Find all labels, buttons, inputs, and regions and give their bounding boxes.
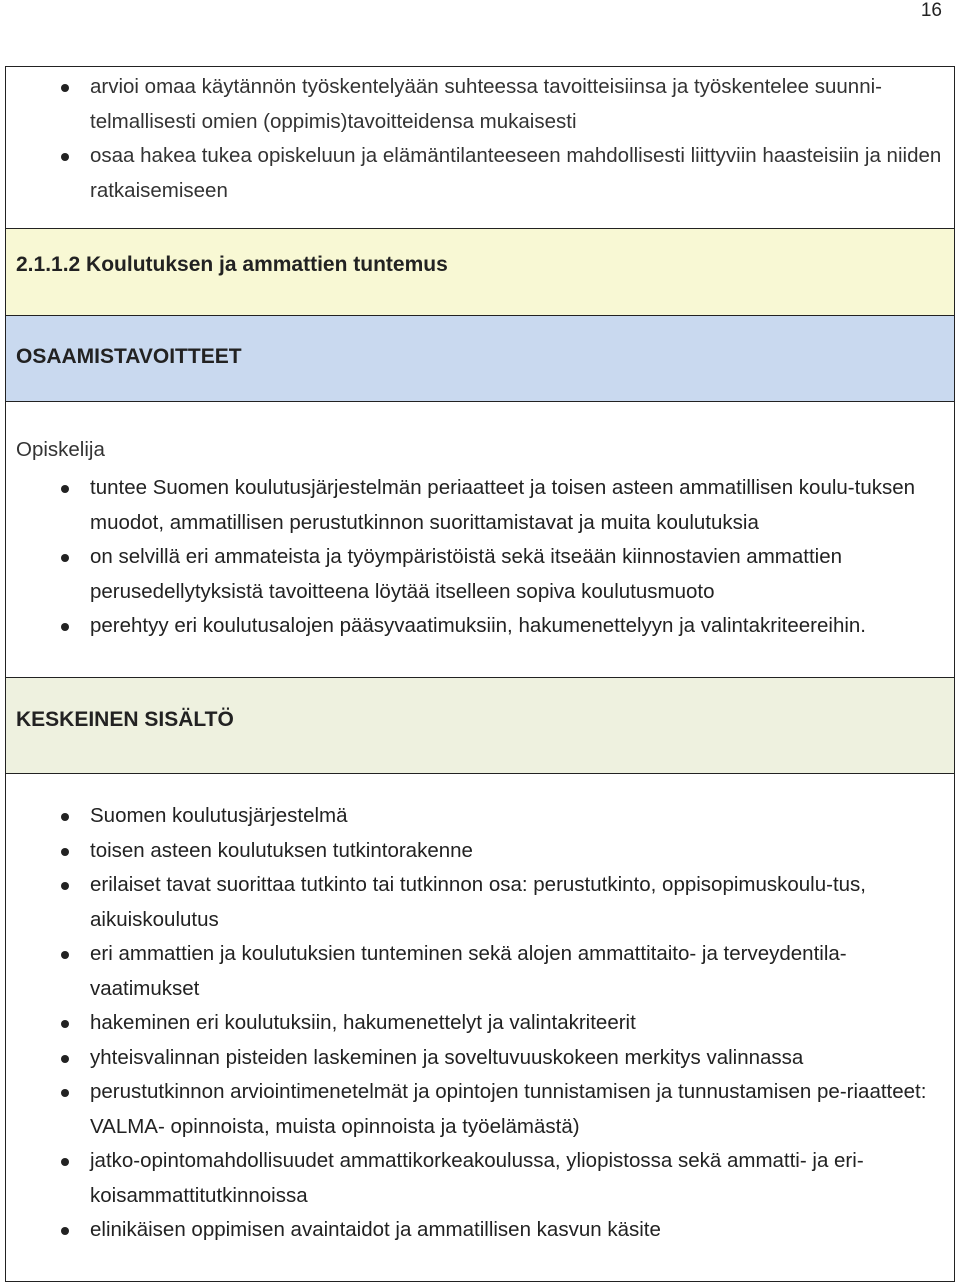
goals-heading-band <box>6 316 954 402</box>
bullet-icon <box>61 1227 69 1235</box>
list-item: hakeminen eri koulutuksiin, hakumenettelyt ja valintakriteerit <box>6 1006 954 1041</box>
section-title-band <box>6 229 954 316</box>
content-section <box>6 774 954 1281</box>
list-item: on selvillä eri ammateista ja työympäristöistä sekä itseään kiinnostavien ammattien perusedellytyksistä tavoitteena löytää itselleen sopiva koulutusmuoto <box>6 540 954 609</box>
list-item: Suomen koulutusjärjestelmä <box>6 799 954 834</box>
list-item: osaa hakea tukea opiskeluun ja elämäntilanteeseen mahdollisesti liittyviin haasteisiin ja niiden ratkaisemiseen <box>6 139 954 208</box>
bullet-icon <box>61 1089 69 1097</box>
bullet-icon <box>61 882 69 890</box>
bullet-icon <box>61 623 69 631</box>
content-list <box>6 799 954 1248</box>
goals-list <box>6 471 954 644</box>
goals-intro: Opiskelija <box>16 438 105 461</box>
bullet-icon <box>61 485 69 493</box>
list-item: yhteisvalinnan pisteiden laskeminen ja soveltuvuuskokeen merkitys valinnassa <box>6 1041 954 1076</box>
section-title: 2.1.1.2 Koulutuksen ja ammattien tuntemus <box>16 253 448 276</box>
bullet-icon <box>61 951 69 959</box>
list-item: erilaiset tavat suorittaa tutkinto tai tutkinnon osa: perustutkinto, oppisopimuskoulu-tus, aikuiskoulutus <box>6 868 954 937</box>
bullet-icon <box>61 813 69 821</box>
bullet-icon <box>61 1020 69 1028</box>
bullet-icon <box>61 848 69 856</box>
page-number: 16 <box>920 0 942 21</box>
list-item: toisen asteen koulutuksen tutkintorakenne <box>6 834 954 869</box>
list-item: arvioi omaa käytännön työskentelyään suhteessa tavoitteisiinsa ja työskentelee suunni-telmallisesti omien (oppimis)tavoitteidensa mukaisesti <box>6 70 954 139</box>
bullet-icon <box>61 153 69 161</box>
list-item: perustutkinnon arviointimenetelmät ja opintojen tunnistamisen ja tunnustamisen pe-riaatteet: VALMA- opinnoista, muista opinnoista ja työelämästä) <box>6 1075 954 1144</box>
content-table <box>5 66 955 1282</box>
list-item: elinikäisen oppimisen avaintaidot ja ammatillisen kasvun käsite <box>6 1213 954 1248</box>
bullet-icon <box>61 84 69 92</box>
goals-heading: OSAAMISTAVOITTEET <box>16 345 242 368</box>
bullet-icon <box>61 1158 69 1166</box>
list-item: jatko-opintomahdollisuudet ammattikorkeakoulussa, yliopistossa sekä ammatti- ja eri-koisammattitutkinnoissa <box>6 1144 954 1213</box>
goals-section <box>6 402 954 678</box>
content-heading-band <box>6 678 954 774</box>
list-item: tuntee Suomen koulutusjärjestelmän periaatteet ja toisen asteen ammatillisen koulu-tuksen muodot, ammatillisen perustutkinnon suorittamistavat ja muita koulutuksia <box>6 471 954 540</box>
previous-goals-section <box>6 67 954 229</box>
bullet-icon <box>61 554 69 562</box>
list-item: eri ammattien ja koulutuksien tunteminen sekä alojen ammattitaito- ja terveydentila-vaatimukset <box>6 937 954 1006</box>
list-item: perehtyy eri koulutusalojen pääsyvaatimuksiin, hakumenettelyyn ja valintakriteereihin. <box>6 609 954 644</box>
previous-goals-list <box>6 70 954 208</box>
bullet-icon <box>61 1055 69 1063</box>
content-heading: KESKEINEN SISÄLTÖ <box>16 708 234 731</box>
